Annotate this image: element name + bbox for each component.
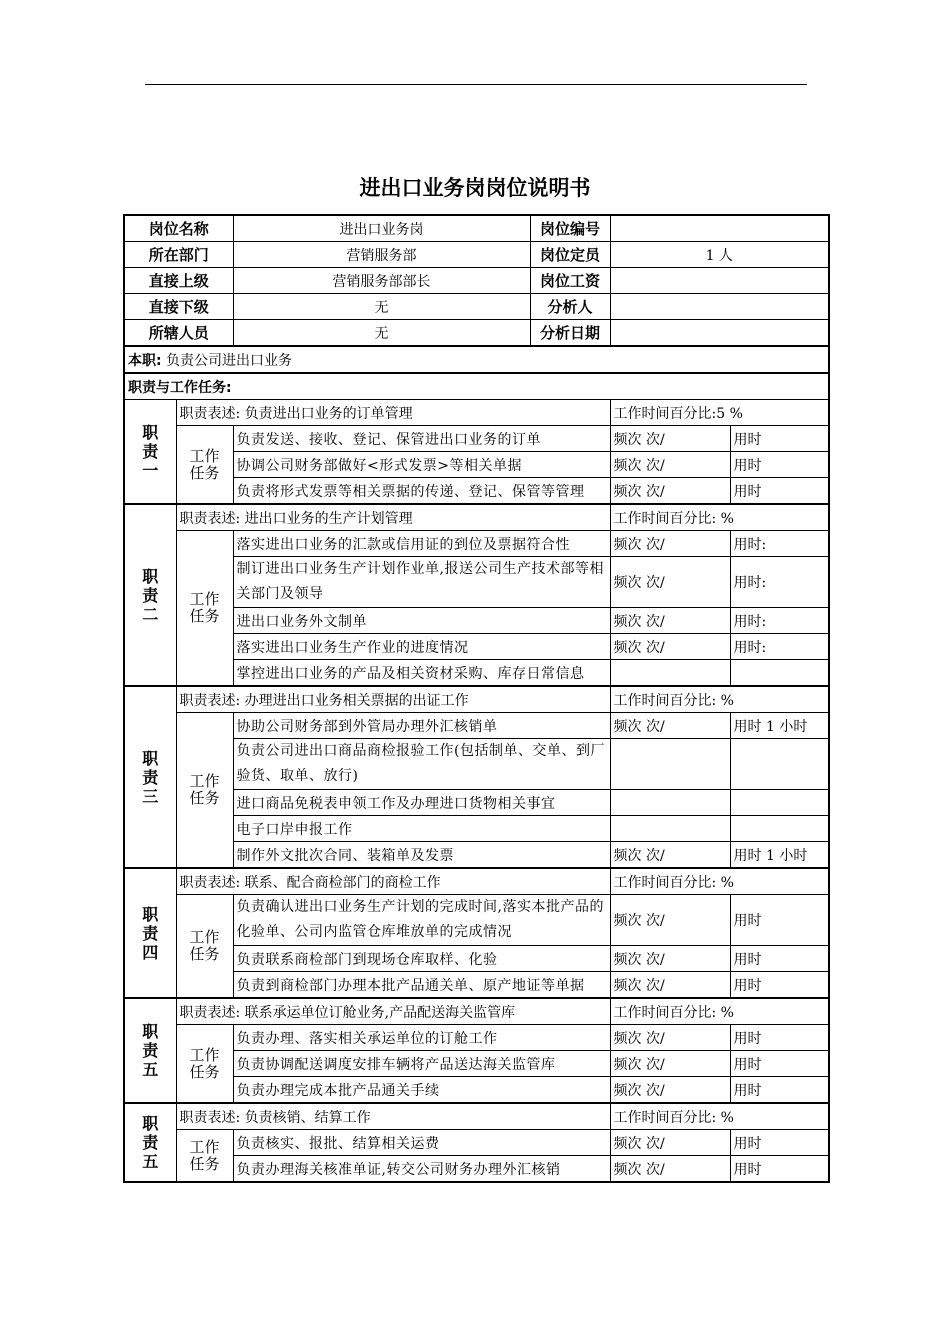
duty-name-char: 责 [142,1133,159,1152]
section-cell [124,373,829,400]
task-duration: 用时: [730,634,829,660]
section-row [124,373,829,400]
duty-description: 职责表述: 办理进出口业务相关票据的出证工作 [176,686,610,713]
task-label [176,1130,233,1183]
duty-name-char: 五 [142,1060,159,1079]
task-text: 负责确认进出口业务生产计划的完成时间,落实本批产品的化验单、公司内监管仓库堆放单的完成情况 [233,895,610,946]
task-frequency: 频次 次/ [610,1051,730,1077]
job-description-table [123,214,830,1183]
task-label [176,426,233,505]
duty-name-char: 职 [142,1022,159,1041]
header-rule [145,84,807,85]
task-label-word: 任务 [189,789,220,807]
task-label-word: 任务 [189,463,220,482]
field-value: 1 人 [610,242,829,268]
task-frequency: 频次 次/ [610,895,730,946]
task-row [124,713,829,739]
benzhi-text: 负责公司进出口业务 [166,352,293,369]
task-frequency: 频次 次/ [610,972,730,999]
task-duration [730,739,829,790]
task-duration [730,660,829,687]
task-label-word: 工作 [189,928,220,946]
task-frequency: 频次 次/ [610,478,730,505]
task-frequency: 频次 次/ [610,452,730,478]
task-frequency: 频次 次/ [610,1077,730,1104]
duty-name-char: 五 [142,1152,159,1171]
duty-name [124,400,176,505]
field-label: 岗位编号 [530,215,610,242]
task-duration: 用时 [730,452,829,478]
duty-name-char: 职 [142,566,159,586]
task-row [124,1130,829,1156]
duty-name-char: 责 [142,1041,159,1060]
duty-description: 职责表述: 联系、配合商检部门的商检工作 [176,868,610,895]
field-label: 分析人 [530,294,610,320]
duty-time-percent: 工作时间百分比: % [610,868,829,895]
task-frequency: 频次 次/ [610,1156,730,1183]
duty-name [124,686,176,868]
duty-description: 职责表述: 联系承运单位订舱业务,产品配送海关监管库 [176,998,610,1025]
field-value: 进出口业务岗 [233,215,530,242]
task-frequency: 频次 次/ [610,557,730,608]
task-duration: 用时 [730,478,829,505]
duty-desc-row [124,868,829,895]
task-duration: 用时 [730,426,829,452]
task-text: 负责协调配送调度安排车辆将产品送达海关监管库 [233,1051,610,1077]
task-label-word: 工作 [189,590,220,608]
benzhi-row [124,346,829,373]
info-row [124,294,829,320]
task-text: 负责将形式发票等相关票据的传递、登记、保管等管理 [233,478,610,505]
field-value: 无 [233,294,530,320]
task-row [124,426,829,452]
duty-name [124,868,176,998]
field-value: 营销服务部 [233,242,530,268]
task-text: 负责核实、报批、结算相关运费 [233,1130,610,1156]
task-label-word: 任务 [189,1154,220,1173]
task-text: 电子口岸申报工作 [233,816,610,842]
task-frequency [610,660,730,687]
duty-desc-row [124,400,829,426]
task-text: 负责办理完成本批产品通关手续 [233,1077,610,1104]
field-label: 岗位定员 [530,242,610,268]
task-frequency: 频次 次/ [610,842,730,869]
info-row [124,215,829,242]
field-label: 所在部门 [124,242,233,268]
task-frequency: 频次 次/ [610,946,730,972]
task-label-word: 工作 [189,1137,220,1156]
duty-desc-row [124,686,829,713]
duty-description: 职责表述: 进出口业务的生产计划管理 [176,504,610,531]
task-text: 进口商品免税表申领工作及办理进口货物相关事宜 [233,790,610,816]
task-frequency [610,739,730,790]
duty-name-char: 责 [142,767,159,787]
task-duration: 用时 1 小时 [730,713,829,739]
duty-name [124,504,176,686]
task-frequency [610,790,730,816]
task-duration: 用时 [730,1077,829,1104]
duty-name-char: 三 [142,786,159,806]
task-frequency: 频次 次/ [610,608,730,634]
duty-description: 职责表述: 负责核销、结算工作 [176,1103,610,1130]
task-text: 负责办理海关核准单证,转交公司财务办理外汇核销 [233,1156,610,1183]
task-label-word: 任务 [189,607,220,625]
field-label: 岗位名称 [124,215,233,242]
document-title: 进出口业务岗岗位说明书 [359,176,591,200]
duty-time-percent: 工作时间百分比: % [610,1103,829,1130]
task-label-word: 工作 [189,446,220,465]
task-duration: 用时 [730,972,829,999]
task-frequency: 频次 次/ [610,426,730,452]
info-row [124,242,829,268]
duty-desc-row [124,504,829,531]
task-frequency: 频次 次/ [610,531,730,557]
field-value [610,294,829,320]
task-frequency: 频次 次/ [610,713,730,739]
duty-time-percent: 工作时间百分比: % [610,998,829,1025]
field-label: 直接下级 [124,294,233,320]
task-duration: 用时 [730,946,829,972]
task-duration [730,790,829,816]
duty-desc-row [124,998,829,1025]
task-frequency: 频次 次/ [610,1130,730,1156]
field-value: 无 [233,320,530,347]
duty-name-char: 职 [142,904,159,924]
duty-name-char: 四 [142,942,159,962]
duty-time-percent: 工作时间百分比: % [610,686,829,713]
task-duration: 用时 [730,1025,829,1051]
duty-desc-row [124,1103,829,1130]
duty-name-char: 责 [142,442,159,461]
duty-description: 职责表述: 负责进出口业务的订单管理 [176,400,610,426]
task-text: 负责办理、落实相关承运单位的订舱工作 [233,1025,610,1051]
field-label: 所辖人员 [124,320,233,347]
task-duration: 用时: [730,557,829,608]
task-text: 负责到商检部门办理本批产品通关单、原产地证等单据 [233,972,610,999]
task-duration: 用时: [730,531,829,557]
duty-name [124,998,176,1103]
task-duration: 用时 [730,1130,829,1156]
task-row [124,895,829,946]
task-label [176,1025,233,1104]
task-duration: 用时: [730,608,829,634]
task-duration: 用时 [730,1156,829,1183]
task-row [124,531,829,557]
duty-name [124,1103,176,1182]
field-label: 直接上级 [124,268,233,294]
field-value [610,268,829,294]
benzhi-cell [124,346,829,373]
field-value: 营销服务部部长 [233,268,530,294]
section-label: 职责与工作任务: [128,379,232,396]
task-text: 协助公司财务部到外管局办理外汇核销单 [233,713,610,739]
duty-time-percent: 工作时间百分比:5 % [610,400,829,426]
task-label-word: 任务 [189,945,220,963]
duty-name-char: 职 [142,748,159,768]
task-text: 进出口业务外文制单 [233,608,610,634]
task-label [176,895,233,999]
task-duration [730,816,829,842]
benzhi-label: 本职: [128,352,162,369]
field-label: 分析日期 [530,320,610,347]
info-row [124,268,829,294]
task-text: 负责发送、接收、登记、保管进出口业务的订单 [233,426,610,452]
field-value [610,215,829,242]
task-text: 落实进出口业务生产作业的进度情况 [233,634,610,660]
task-text: 制作外文批次合同、装箱单及发票 [233,842,610,869]
task-label-word: 工作 [189,1045,220,1064]
task-duration: 用时 [730,895,829,946]
field-value [610,320,829,347]
task-text: 协调公司财务部做好<形式发票>等相关单据 [233,452,610,478]
task-frequency: 频次 次/ [610,634,730,660]
duty-time-percent: 工作时间百分比: % [610,504,829,531]
task-text: 负责公司进出口商品商检报验工作(包括制单、交单、到厂验货、取单、放行) [233,739,610,790]
task-duration: 用时 [730,1051,829,1077]
task-text: 制订进出口业务生产计划作业单,报送公司生产技术部等相关部门及领导 [233,557,610,608]
task-label-word: 工作 [189,772,220,790]
duty-name-char: 一 [142,461,159,480]
task-text: 落实进出口业务的汇款或信用证的到位及票据符合性 [233,531,610,557]
duty-name-char: 责 [142,923,159,943]
task-text: 负责联系商检部门到现场仓库取样、化验 [233,946,610,972]
task-text: 掌控进出口业务的产品及相关资材采购、库存日常信息 [233,660,610,687]
task-label-word: 任务 [189,1062,220,1081]
duty-name-char: 职 [142,1114,159,1133]
duty-name-char: 责 [142,585,159,605]
duty-name-char: 二 [142,604,159,624]
task-frequency: 频次 次/ [610,1025,730,1051]
field-label: 岗位工资 [530,268,610,294]
task-row [124,1025,829,1051]
task-label [176,713,233,869]
task-duration: 用时 1 小时 [730,842,829,869]
info-row [124,320,829,347]
duty-name-char: 职 [142,423,159,442]
task-label [176,531,233,687]
task-frequency [610,816,730,842]
